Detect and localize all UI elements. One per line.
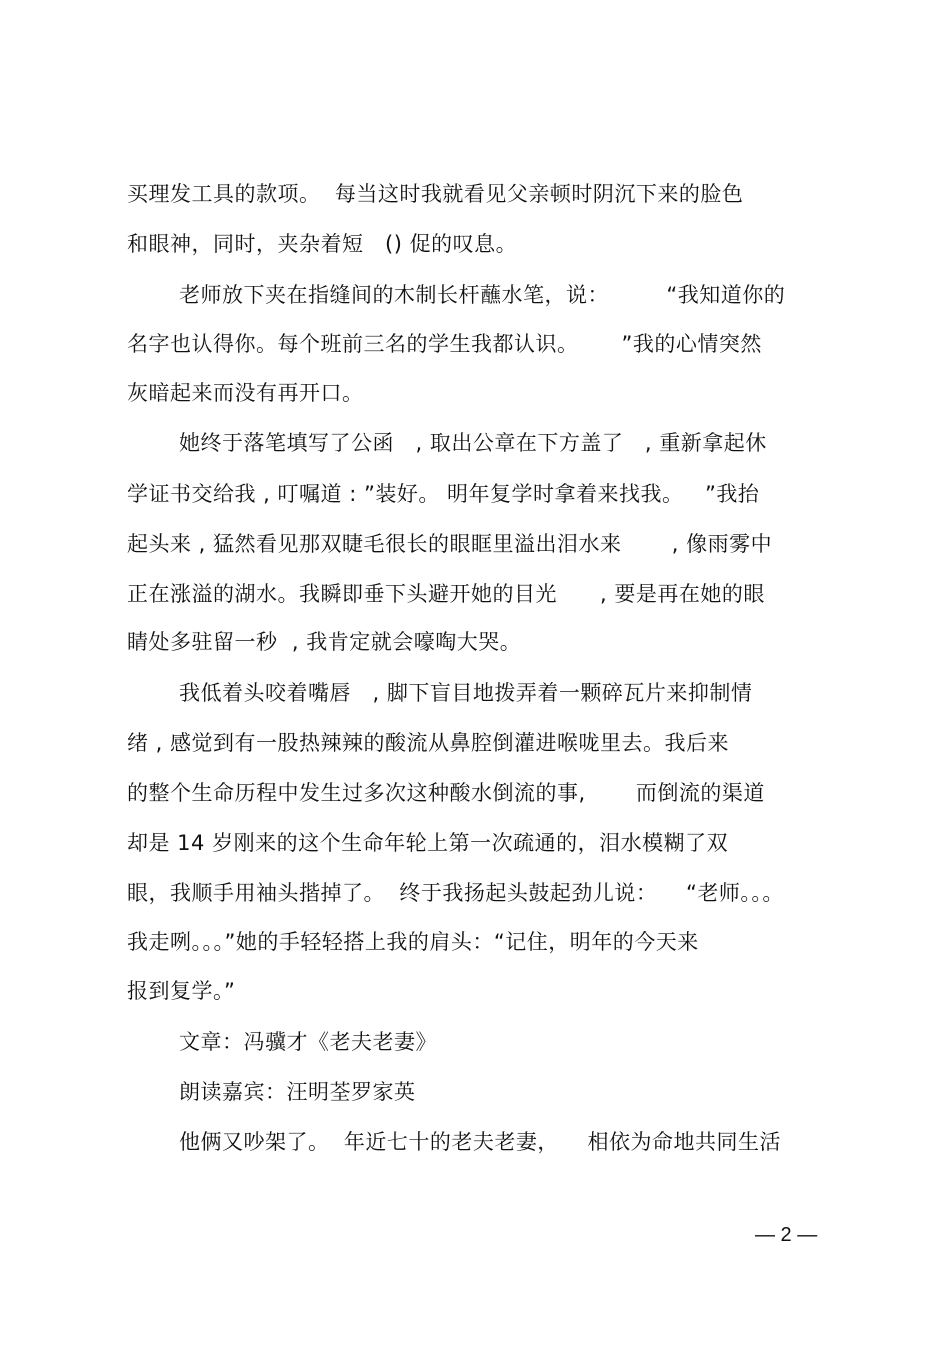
text-line: 绪 , 感觉到有一股热辣辣的酸流从鼻腔倒灌进喉咙里去。我后来 xyxy=(127,731,730,755)
reader-line: 朗读嘉宾：汪明荃罗家英 xyxy=(179,1080,416,1104)
text-line: 和眼神，同时，夹杂着短 () 促的叹息。 xyxy=(127,232,518,256)
text-line: 老师放下夹在指缝间的木制长杆蘸水笔，说： “我知道你的 xyxy=(179,283,786,307)
text-line: 正在涨溢的湖水。我瞬即垂下头避开她的目光 , 要是再在她的眼 xyxy=(127,582,765,606)
text-line: 我低着头咬着嘴唇 , 脚下盲目地拨弄着一颗碎瓦片来抑制情 xyxy=(179,681,753,705)
text-line: 报到复学。” xyxy=(127,979,236,1003)
text-line: 睛处多驻留一秒 , 我肯定就会嚎啕大哭。 xyxy=(127,630,522,654)
text-line: 却是 14 岁刚来的这个生命年轮上第一次疏通的，泪水模糊了双 xyxy=(127,831,729,855)
page-number: — 2 — xyxy=(755,1224,818,1246)
text-line: 起头来 , 猛然看见那双睫毛很长的眼眶里溢出泪水来 , 像雨雾中 xyxy=(127,532,773,556)
text-line: 她终于落笔填写了公函 , 取出公章在下方盖了 , 重新拿起休 xyxy=(179,431,767,455)
text-line: 我走咧。。。”她的手轻轻搭上我的肩头：“记住，明年的今天来 xyxy=(127,930,699,954)
text-line: 学证书交给我 , 叮嘱道 : ”装好。 明年复学时拿着来找我。 ”我抬 xyxy=(127,482,760,506)
text-line: 灰暗起来而没有再开口。 xyxy=(127,381,364,405)
text-line: 眼，我顺手用袖头揩掉了。 终于我扬起头鼓起劲儿说： “老师。。。 xyxy=(127,881,784,905)
text-line: 的整个生命历程中发生过多次这种酸水倒流的事, 而倒流的渠道 xyxy=(127,781,765,805)
text-line: 名字也认得你。每个班前三名的学生我都认识。 ”我的心情突然 xyxy=(127,332,762,356)
text-line: 他俩又吵架了。 年近七十的老夫老妻， 相依为命地共同生活 xyxy=(179,1130,782,1154)
article-title-line: 文章：冯骥才《老夫老妻》 xyxy=(179,1030,437,1054)
text-line: 买理发工具的款项。 每当这时我就看见父亲顿时阴沉下来的脸色 xyxy=(127,182,744,206)
